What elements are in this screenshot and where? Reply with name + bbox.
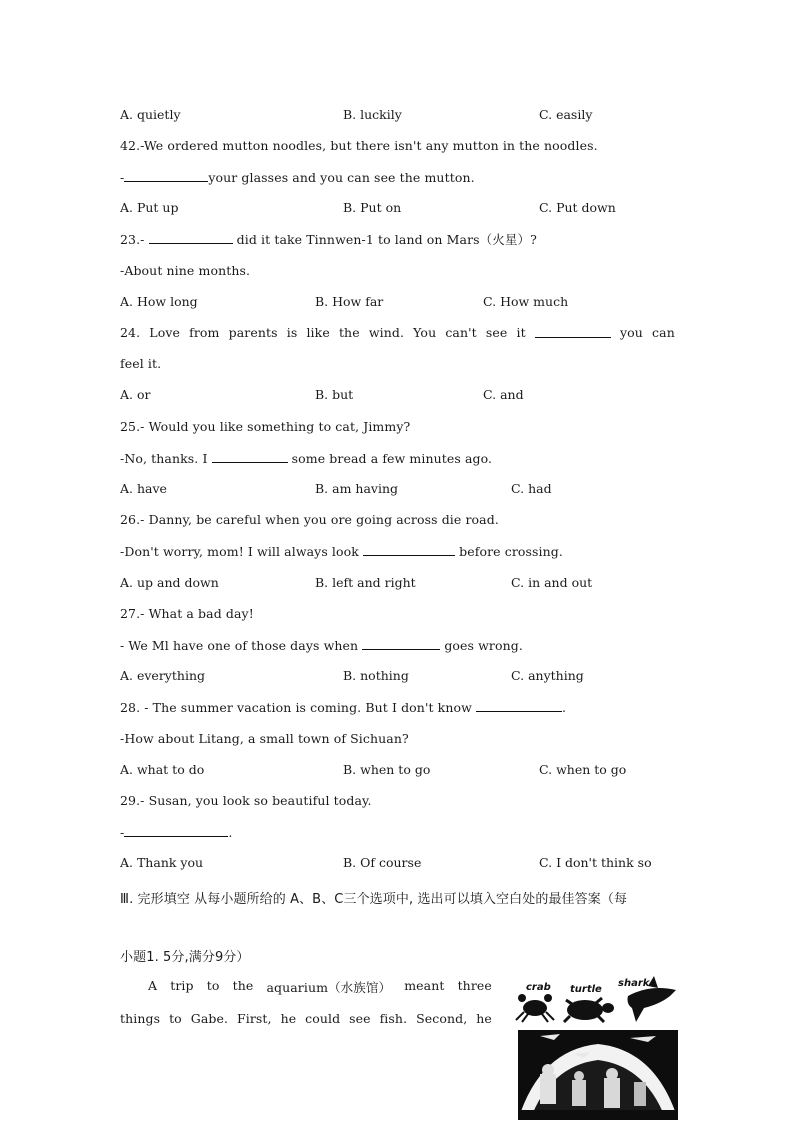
word: First, — [236, 1011, 272, 1026]
option-c: C. in and out — [511, 575, 593, 590]
answer-blank — [149, 231, 233, 244]
crab-label: crab — [526, 982, 551, 993]
word: the — [232, 978, 254, 993]
option-b: B. left and right — [315, 575, 416, 590]
option-a: A. quietly — [120, 107, 181, 122]
question-27-text: 27.- What a bad day! — [120, 606, 254, 621]
passage-line-2 — [120, 1011, 492, 1026]
option-b: B. when to go — [343, 762, 431, 777]
option-a: A. Put up — [120, 200, 179, 215]
word: aquarium（水族馆） — [266, 980, 392, 995]
word: three — [457, 978, 492, 993]
word: to — [206, 978, 220, 993]
word: parents — [228, 325, 278, 340]
crab-icon — [516, 994, 554, 1022]
word: from — [189, 325, 220, 340]
question-26-text: 26.- Danny, be careful when you ore going across die road. — [120, 512, 499, 527]
option-c: C. easily — [539, 107, 593, 122]
question-42-response — [120, 169, 475, 185]
word: he — [280, 1011, 297, 1026]
word: Gabe. — [190, 1011, 229, 1026]
option-c: C. had — [511, 481, 552, 496]
option-a: A. what to do — [120, 762, 205, 777]
word: it — [516, 325, 526, 340]
option-b: B. Of course — [343, 855, 422, 870]
option-c: C. I don't think so — [539, 855, 652, 870]
option-b: B. luckily — [343, 107, 402, 122]
passage-line-1 — [148, 978, 492, 996]
question-suffix: did it take Tinnwen-1 to land on Mars（火星）? — [232, 232, 537, 247]
question-27-response — [120, 637, 523, 653]
section-heading: Ⅲ. 完形填空 从每小题所给的 A、B、C三个选项中, 选出可以填入空白处的最佳答案（每 — [120, 892, 628, 907]
word: wind. — [368, 325, 405, 340]
option-a: A. have — [120, 481, 167, 496]
option-c: C. when to go — [539, 762, 627, 777]
answer-blank — [476, 699, 562, 712]
turtle-icon — [564, 998, 614, 1022]
response-prefix: - We Ml have one of those days when — [120, 638, 363, 653]
question-26-response — [120, 543, 563, 559]
option-c: C. and — [483, 387, 524, 402]
word: A — [148, 978, 158, 993]
word: 24. — [120, 325, 141, 340]
option-a: A. everything — [120, 668, 205, 683]
response-suffix: some bread a few minutes ago. — [287, 451, 493, 466]
option-a: A. Thank you — [120, 855, 204, 870]
word: see — [349, 1011, 371, 1026]
question-28-text — [120, 699, 566, 715]
question-24-text — [120, 325, 675, 340]
option-b: B. Put on — [343, 200, 402, 215]
response-prefix: -Don't worry, mom! I will always look — [120, 544, 364, 559]
word: you — [619, 325, 643, 340]
aquarium-tank-icon — [518, 1030, 678, 1120]
response-prefix: -No, thanks. I — [120, 451, 212, 466]
question-25-text: 25.- Would you like something to cat, Jimmy? — [120, 419, 411, 434]
question-28-response: -How about Litang, a small town of Sichuan? — [120, 731, 409, 746]
response-suffix: goes wrong. — [440, 638, 523, 653]
dash: - — [120, 170, 125, 185]
word: trip — [170, 978, 194, 993]
word: like — [306, 325, 330, 340]
word: can't — [445, 325, 477, 340]
answer-blank — [363, 543, 455, 556]
word: fish. — [379, 1011, 408, 1026]
option-b: B. am having — [315, 481, 399, 496]
question-29-text: 29.- Susan, you look so beautiful today. — [120, 793, 372, 808]
option-c: C. How much — [483, 294, 569, 309]
word: the — [338, 325, 360, 340]
word: to — [169, 1011, 182, 1026]
question-suffix: . — [562, 700, 567, 715]
question-prefix: 23.- — [120, 232, 149, 247]
option-a: A. up and down — [120, 575, 219, 590]
period: . — [228, 825, 233, 840]
word: could — [305, 1011, 341, 1026]
dash: - — [120, 825, 125, 840]
question-29-response — [120, 824, 232, 840]
answer-blank — [124, 169, 208, 182]
response-text: your glasses and you can see the mutton. — [208, 170, 475, 185]
question-23-answer: -About nine months. — [120, 263, 251, 278]
answer-blank — [362, 637, 440, 650]
word: see — [485, 325, 508, 340]
turtle-label: turtle — [570, 984, 602, 995]
question-23-text — [120, 230, 537, 248]
option-b: B. nothing — [343, 668, 409, 683]
answer-blank — [212, 450, 288, 463]
aquarium-illustration-svg — [510, 970, 682, 1122]
question-prefix: 28. - The summer vacation is coming. But I don't know — [120, 700, 477, 715]
option-c: C. Put down — [539, 200, 616, 215]
section-heading-continued: 小题1. 5分,满分9分） — [120, 950, 250, 965]
word: meant — [404, 978, 445, 993]
word: can — [652, 325, 675, 340]
word: is — [286, 325, 298, 340]
word: Love — [149, 325, 180, 340]
shark-label: shark — [618, 978, 650, 989]
word: he — [476, 1011, 492, 1026]
question-42-text: 42.-We ordered mutton noodles, but there isn't any mutton in the noodles. — [120, 138, 598, 153]
answer-blank — [535, 325, 611, 338]
option-b: B. How far — [315, 294, 384, 309]
option-a: A. or — [120, 387, 151, 402]
question-25-response — [120, 450, 492, 466]
word: Second, — [416, 1011, 468, 1026]
question-24-continuation: feel it. — [120, 356, 162, 371]
aquarium-illustration — [510, 970, 682, 1122]
word: things — [120, 1011, 161, 1026]
word: You — [413, 325, 437, 340]
answer-blank — [124, 824, 228, 837]
response-suffix: before crossing. — [455, 544, 563, 559]
option-c: C. anything — [511, 668, 584, 683]
option-b: B. but — [315, 387, 354, 402]
option-a: A. How long — [120, 294, 198, 309]
